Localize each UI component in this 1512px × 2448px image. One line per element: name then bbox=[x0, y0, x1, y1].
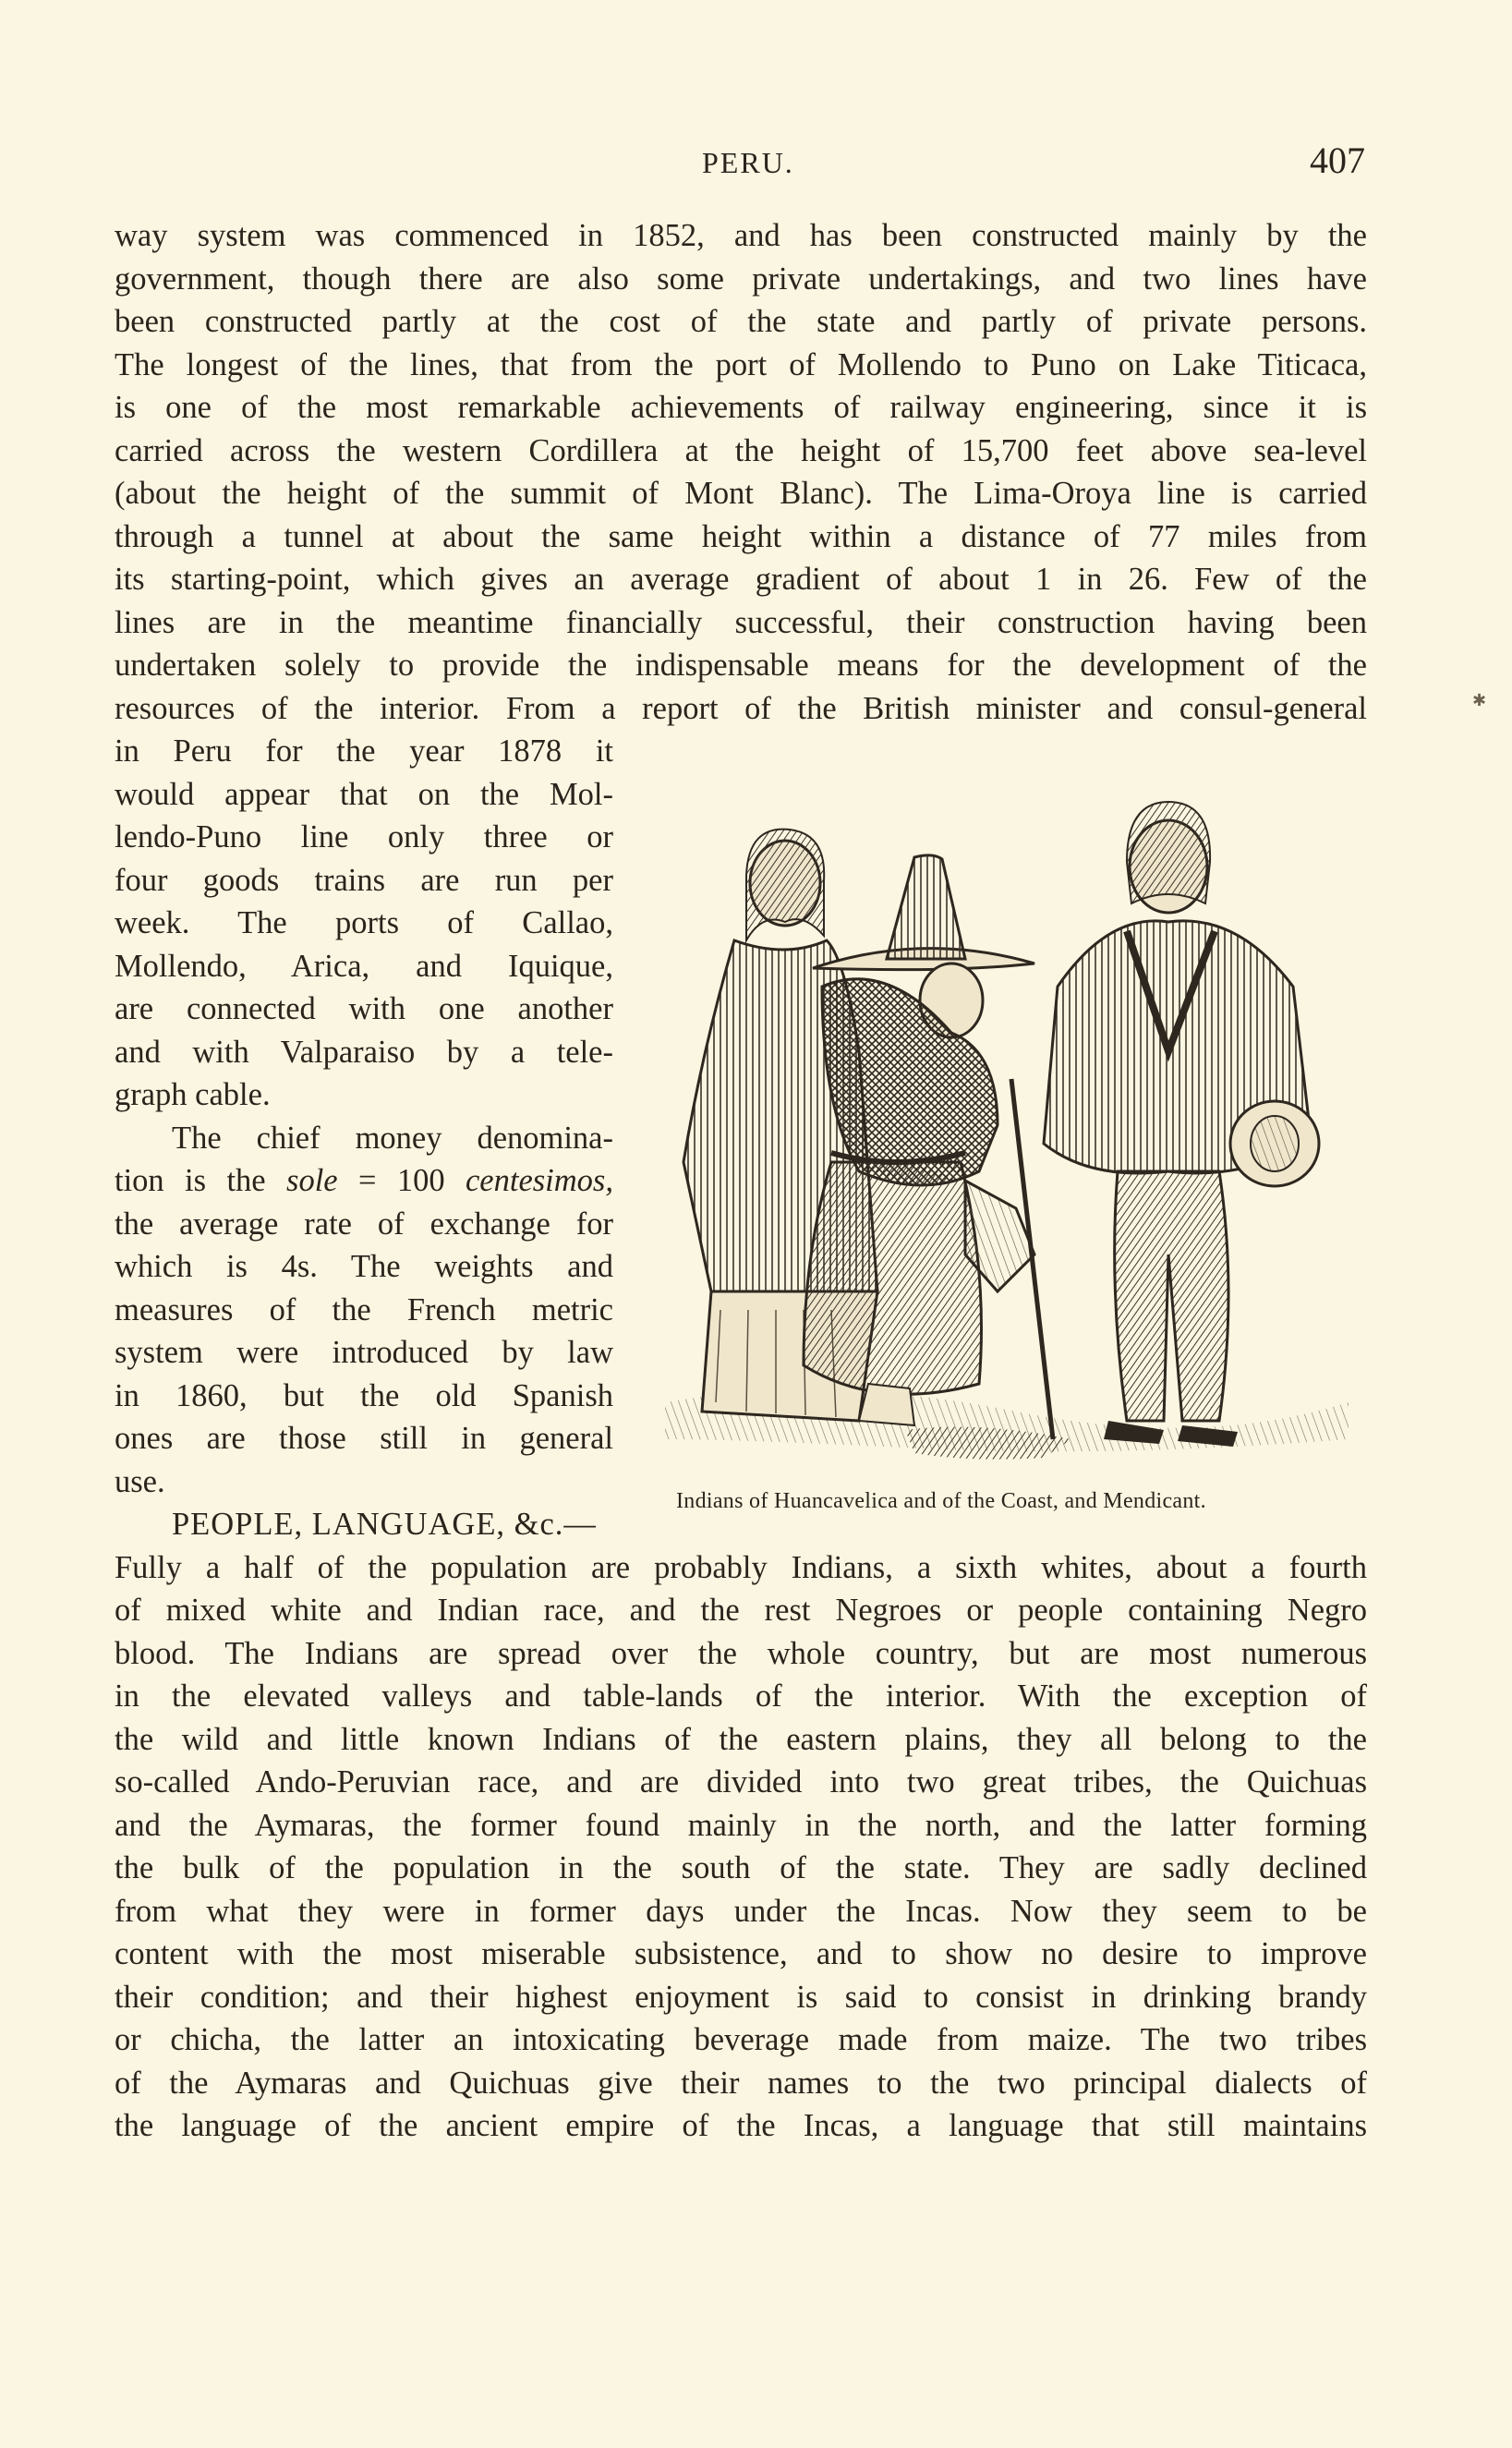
text-line: its starting-point, which gives an average gradient of about 1 in 26. Few of the bbox=[115, 562, 1367, 597]
text-line: carried across the western Cordillera at the height of 15,700 feet above sea-level bbox=[115, 432, 1367, 468]
text-line: of mixed white and Indian race, and the rest Negroes or people containing Negro bbox=[115, 1593, 1367, 1628]
text-line: the bulk of the population in the south of the state. They are sadly declined bbox=[115, 1850, 1367, 1885]
figure-man-right bbox=[1044, 802, 1319, 1447]
text-line: through a tunnel at about the same height within a distance of 77 miles from bbox=[115, 518, 1367, 554]
engraving-illustration bbox=[647, 774, 1367, 1487]
text-line: their condition; and their highest enjoyment is said to consist in drinking brandy bbox=[115, 1979, 1367, 2015]
text-line: way system was commenced in 1852, and has been constructed mainly by the bbox=[115, 218, 1367, 253]
text-line: four goods trains are run per bbox=[115, 862, 613, 898]
text-line: the wild and little known Indians of the eastern plains, they all belong to the bbox=[115, 1721, 1367, 1757]
running-head: PERU. bbox=[702, 146, 794, 179]
text-line: of the Aymaras and Quichuas give their names to the two principal dialects of bbox=[115, 2065, 1367, 2101]
text-line: Mollendo, Arica, and Iquique, bbox=[115, 948, 613, 984]
figure-caption: Indians of Huancavelica and of the Coast, and Mendicant. bbox=[676, 1489, 1206, 1513]
text-line: content with the most miserable subsistence, and to show no desire to improve bbox=[115, 1936, 1367, 1971]
text-line: in 1860, but the old Spanish bbox=[115, 1377, 613, 1413]
text-line: and the Aymaras, the former found mainly in the north, and the latter forming bbox=[115, 1807, 1367, 1843]
text-line-money bbox=[115, 1159, 613, 1203]
money-term: sole bbox=[286, 1163, 338, 1198]
margin-mark: ✱ bbox=[1472, 691, 1487, 709]
section-heading: PEOPLE, LANGUAGE, &c.— bbox=[172, 1507, 597, 1542]
text-line: in Peru for the year 1878 it bbox=[115, 733, 613, 769]
text-line: system were introduced by law bbox=[115, 1335, 613, 1370]
text-line: government, though there are also some private undertakings, and two lines have bbox=[115, 261, 1367, 297]
text-line: so-called Ando-Peruvian race, and are divided into two great tribes, the Quichuas bbox=[115, 1764, 1367, 1800]
text-line: The chief money denomina- bbox=[172, 1120, 613, 1156]
text-line: been constructed partly at the cost of the state and partly of private persons. bbox=[115, 304, 1367, 339]
text-line: would appear that on the Mol- bbox=[115, 776, 613, 812]
text-line: lines are in the meantime financially successful, their construction having been bbox=[115, 604, 1367, 640]
text-line: use. bbox=[115, 1463, 165, 1499]
text-line: which is 4s. The weights and bbox=[115, 1249, 613, 1284]
text-line: measures of the French metric bbox=[115, 1291, 613, 1327]
text-line: the average rate of exchange for bbox=[115, 1206, 613, 1242]
text-line: are connected with one another bbox=[115, 991, 613, 1026]
text-line: undertaken solely to provide the indispensable means for the development of the bbox=[115, 648, 1367, 683]
money-unit: centesimos, bbox=[465, 1163, 613, 1198]
text-line: week. The ports of Callao, bbox=[115, 905, 613, 940]
text-line: Fully a half of the population are probably Indians, a sixth whites, about a fourth bbox=[115, 1549, 1367, 1585]
text-line: lendo-Puno line only three or bbox=[115, 819, 613, 854]
text-line: the language of the ancient empire of the Incas, a language that still maintains bbox=[115, 2108, 1367, 2143]
text-line: The longest of the lines, that from the port of Mollendo to Puno on Lake Titicaca, bbox=[115, 346, 1367, 382]
page-number: 407 bbox=[1310, 139, 1365, 181]
text-line: and with Valparaiso by a tele- bbox=[115, 1034, 613, 1070]
text-line: graph cable. bbox=[115, 1077, 271, 1112]
text-line: ones are those still in general bbox=[115, 1421, 613, 1456]
text-line: in the elevated valleys and table-lands of the interior. With the exception of bbox=[115, 1678, 1367, 1714]
money-prefix: tion is the bbox=[115, 1163, 287, 1198]
money-equals: = 100 bbox=[337, 1163, 466, 1198]
text-line: (about the height of the summit of Mont Blanc). The Lima-Oroya line is carried bbox=[115, 476, 1367, 511]
text-line: or chicha, the latter an intoxicating beverage made from maize. The two tribes bbox=[115, 2022, 1367, 2057]
text-line: from what they were in former days under the Incas. Now they seem to be bbox=[115, 1893, 1367, 1929]
text-line: is one of the most remarkable achievements of railway engineering, since it is bbox=[115, 390, 1367, 425]
text-line: blood. The Indians are spread over the whole country, but are most numerous bbox=[115, 1635, 1367, 1671]
text-line: resources of the interior. From a report of the British minister and consul-general bbox=[115, 690, 1367, 726]
